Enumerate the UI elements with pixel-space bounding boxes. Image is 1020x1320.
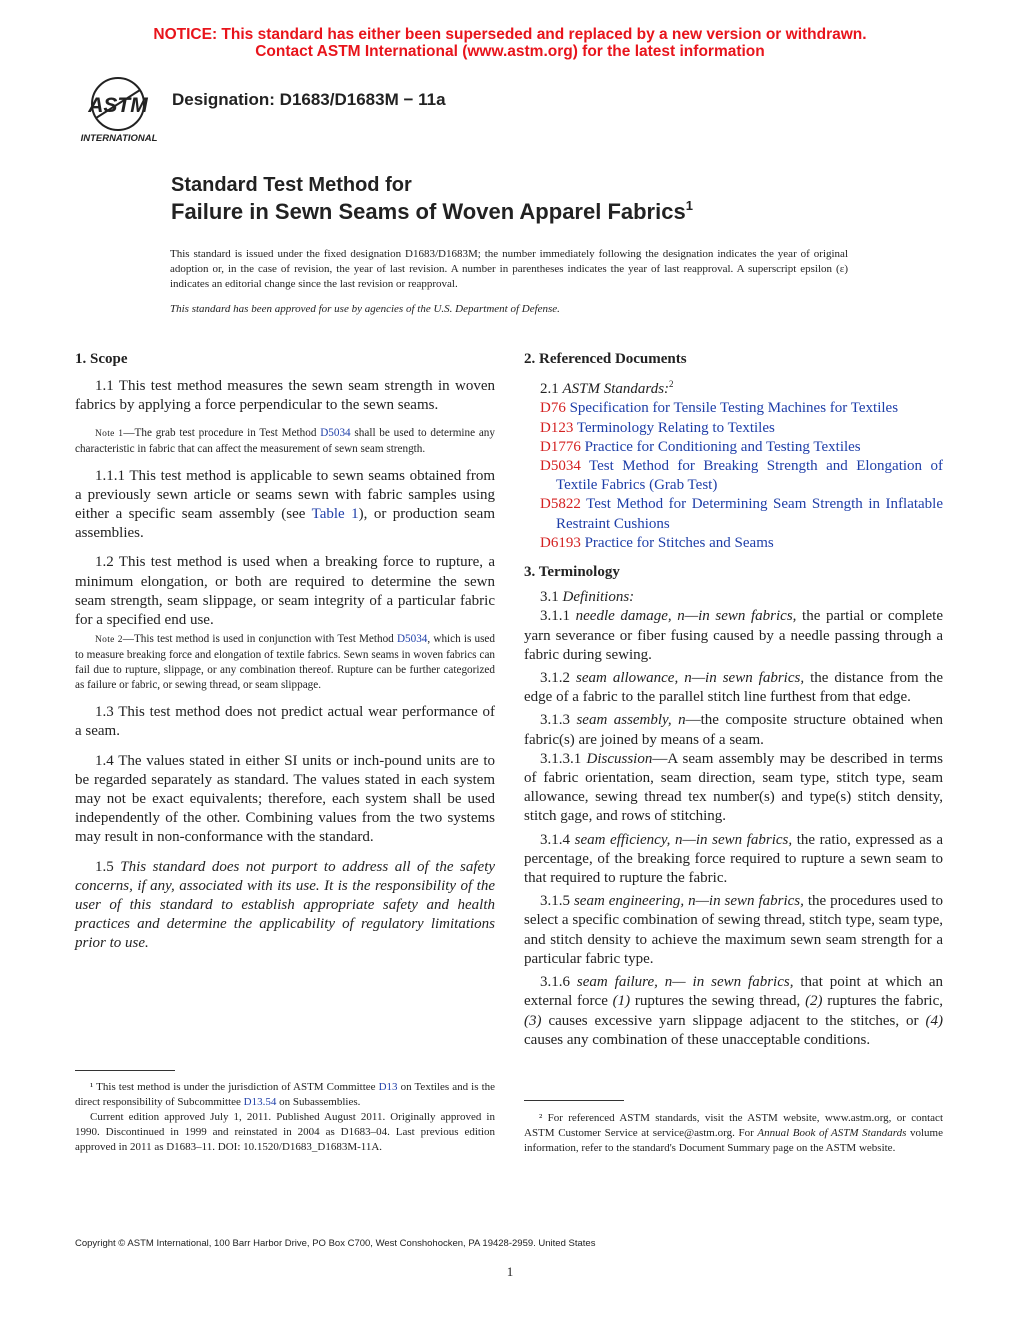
para-1-3: 1.3 This test method does not predict actual wear performance of a seam. bbox=[75, 704, 495, 740]
designation: Designation: D1683/D1683M − 11a bbox=[172, 90, 446, 109]
copyright-line: Copyright © ASTM International, 100 Barr Harbor Drive, PO Box C700, West Conshohocken, PA 19428-2959. United States bbox=[75, 1238, 596, 1249]
notice-line-2: Contact ASTM International (www.astm.org) for the latest information bbox=[255, 43, 765, 60]
para-3-1: 3.1 Definitions: bbox=[540, 589, 635, 606]
section-1-heading: 1. Scope bbox=[75, 351, 128, 367]
footnote-rule bbox=[75, 1070, 175, 1071]
left-column bbox=[75, 350, 495, 954]
para-1-2: 1.2 This test method is used when a breaking force to rupture, a minimum elongation, or both are required to determine the sewn seam strength, seam slippage, or seam integrity of a particular fabric for a specified end use. bbox=[75, 554, 495, 629]
reference-item[interactable]: D5822 Test Method for Determining Seam Strength in Inflatable Restraint Cushions bbox=[540, 496, 943, 532]
title-line-1: Standard Test Method for bbox=[171, 174, 412, 196]
link-d13-54[interactable]: D13.54 bbox=[243, 1096, 277, 1108]
def-seam-engineering: 3.1.5 seam engineering, n—in sewn fabrics, the procedures used to select a specific combination of sewing thread, stitch type, seam type, and stitch density to achieve the maximum sewn seam strength for a particular fabric type. bbox=[524, 893, 943, 967]
reference-item[interactable]: D1776 Practice for Conditioning and Testing Textiles bbox=[540, 438, 861, 455]
title-text: Failure in Sewn Seams of Woven Apparel Fabrics bbox=[171, 199, 686, 224]
notice-line-1: NOTICE: This standard has either been superseded and replaced by a new version or withdrawn. bbox=[153, 26, 867, 43]
para-1-1-1: 1.1.1 This test method is applicable to sewn seams obtained from a previously sewn article or seams sewn with fabric samples using either a specific seam assembly (see Table 1), or production seam assemblies. bbox=[75, 467, 495, 542]
para-1-4: 1.4 The values stated in either SI units or inch-pound units are to be regarded separately as standard. The values stated in each system may not be exact equivalents; therefore, each system shall be used independently of the other. Combining values from the two systems may result in non-conformance with the standard. bbox=[75, 752, 495, 846]
reference-item[interactable]: D76 Specification for Tensile Testing Machines for Textiles bbox=[540, 400, 899, 417]
link-table-1[interactable]: Table 1 bbox=[311, 506, 359, 523]
footnote-1: ¹ This test method is under the jurisdiction of ASTM Committee D13 on Textiles and is the direct responsibility of Subcommittee D13.54 on Subassemblies. Current edition approved July 1, 2011. Published August 2011. Originally approved in 1990. Discontinued in 1999 and reinstated in 2004 as D1683–04. Last previous edition approved in 2011 as D1683–11. DOI: 10.1520/D1683_D1683M-11A. bbox=[75, 1081, 496, 1153]
note-2: Note 2—This test method is used in conjunction with Test Method D5034, which is used to measure breaking force and elongation of textile fabrics. Sewn seams in woven fabrics can fail due to rupture, slippage, or any combination thereof. Rupture can be further categorized as failure or fabric, or sewing thread, or seam slippage. bbox=[75, 633, 495, 692]
def-discussion: 3.1.3.1 Discussion—A seam assembly may be described in terms of fabric orientation, seam direction, seam type, stitch type, seam allowance, sewing thread tex number(s) and type(s) stitch density, stitch gage, and rows of stitching. bbox=[524, 750, 943, 825]
link-d5034[interactable]: D5034 bbox=[396, 633, 428, 646]
page-number: 1 bbox=[506, 1264, 514, 1279]
para-1-5: 1.5 This standard does not purport to address all of the safety concerns, if any, associated with its use. It is the responsibility of the user of this standard to establish appropriate safety and health practices and determine the applicability of regulatory limitations prior to use. bbox=[75, 858, 496, 952]
logo-caption: INTERNATIONAL bbox=[80, 133, 158, 144]
reference-item[interactable]: D5034 Test Method for Breaking Strength and Elongation of Textile Fabrics (Grab Test) bbox=[540, 458, 943, 494]
referenced-standards-list bbox=[524, 399, 943, 553]
def-needle-damage: 3.1.1 needle damage, n—in sewn fabrics, the partial or complete yarn severance or fiber fusing caused by a needle passing through a fabric during sewing. bbox=[524, 608, 944, 663]
title-footnote-mark: 1 bbox=[685, 198, 693, 213]
reference-item[interactable]: D123 Terminology Relating to Textiles bbox=[540, 419, 775, 436]
astm-logo-icon bbox=[74, 74, 164, 146]
footnote-rule bbox=[524, 1100, 624, 1101]
def-seam-allowance: 3.1.2 seam allowance, n—in sewn fabrics, the distance from the edge of a fabric to the parallel stitch line furthest from that edge. bbox=[524, 670, 944, 706]
link-d13[interactable]: D13 bbox=[378, 1081, 398, 1093]
section-3-heading: 3. Terminology bbox=[524, 564, 620, 581]
def-seam-failure: 3.1.6 seam failure, n— in sewn fabrics, that point at which an external force (1) ruptures the sewing thread, (2) ruptures the fabric, (3) causes excessive yarn slippage adjacent to the stitches, or (4) causes any combination of these unacceptable conditions. bbox=[524, 974, 944, 1048]
dod-approval-note: This standard has been approved for use by agencies of the U.S. Department of Defense. bbox=[170, 303, 560, 315]
def-seam-assembly: 3.1.3 seam assembly, n—the composite structure obtained when fabric(s) are joined by means of a seam. bbox=[524, 712, 943, 748]
section-2-heading: 2. Referenced Documents bbox=[524, 351, 687, 367]
intro-paragraph: This standard is issued under the fixed designation D1683/D1683M; the number immediately following the designation indicates the year of original adoption or, in the case of revision, the year of last revision. A number in parentheses indicates the year of last reapproval. A superscript epsilon (ε) indicates an editorial change since the last revision or reapproval. bbox=[170, 248, 848, 290]
para-2-1: 2.1 ASTM Standards:$^2$ bbox=[540, 379, 674, 398]
note-1-label: Note 1 bbox=[95, 428, 124, 439]
para-1-1: 1.1 This test method measures the sewn seam strength in woven fabrics by applying a force perpendicular to the sewn seams. bbox=[75, 378, 495, 414]
withdrawal-notice bbox=[0, 26, 1020, 60]
astm-logo bbox=[74, 74, 164, 146]
reference-item[interactable]: D6193 Practice for Stitches and Seams bbox=[540, 534, 774, 551]
link-d5034[interactable]: D5034 bbox=[320, 426, 351, 439]
logo-letters: ASTM bbox=[88, 94, 148, 117]
right-column bbox=[524, 350, 943, 1050]
def-seam-efficiency: 3.1.4 seam efficiency, n—in sewn fabrics, the ratio, expressed as a percentage, of the breaking force required to rupture a sewn seam to that required to rupture the fabric. bbox=[524, 831, 943, 887]
note-2-label: Note 2 bbox=[95, 635, 123, 646]
note-1: Note 1—The grab test procedure in Test Method D5034 shall be used to determine any characteristic in fabric that can affect the measurement of sewn seam strength. bbox=[75, 426, 495, 455]
footnote-2: ² For referenced ASTM standards, visit the ASTM website, www.astm.org, or contact ASTM Customer Service at service@astm.org. For Annual Book of ASTM Standards volume information, refer to the standard's Document Summary page on the ASTM website. bbox=[524, 1112, 943, 1154]
title-line-2 bbox=[171, 198, 693, 225]
